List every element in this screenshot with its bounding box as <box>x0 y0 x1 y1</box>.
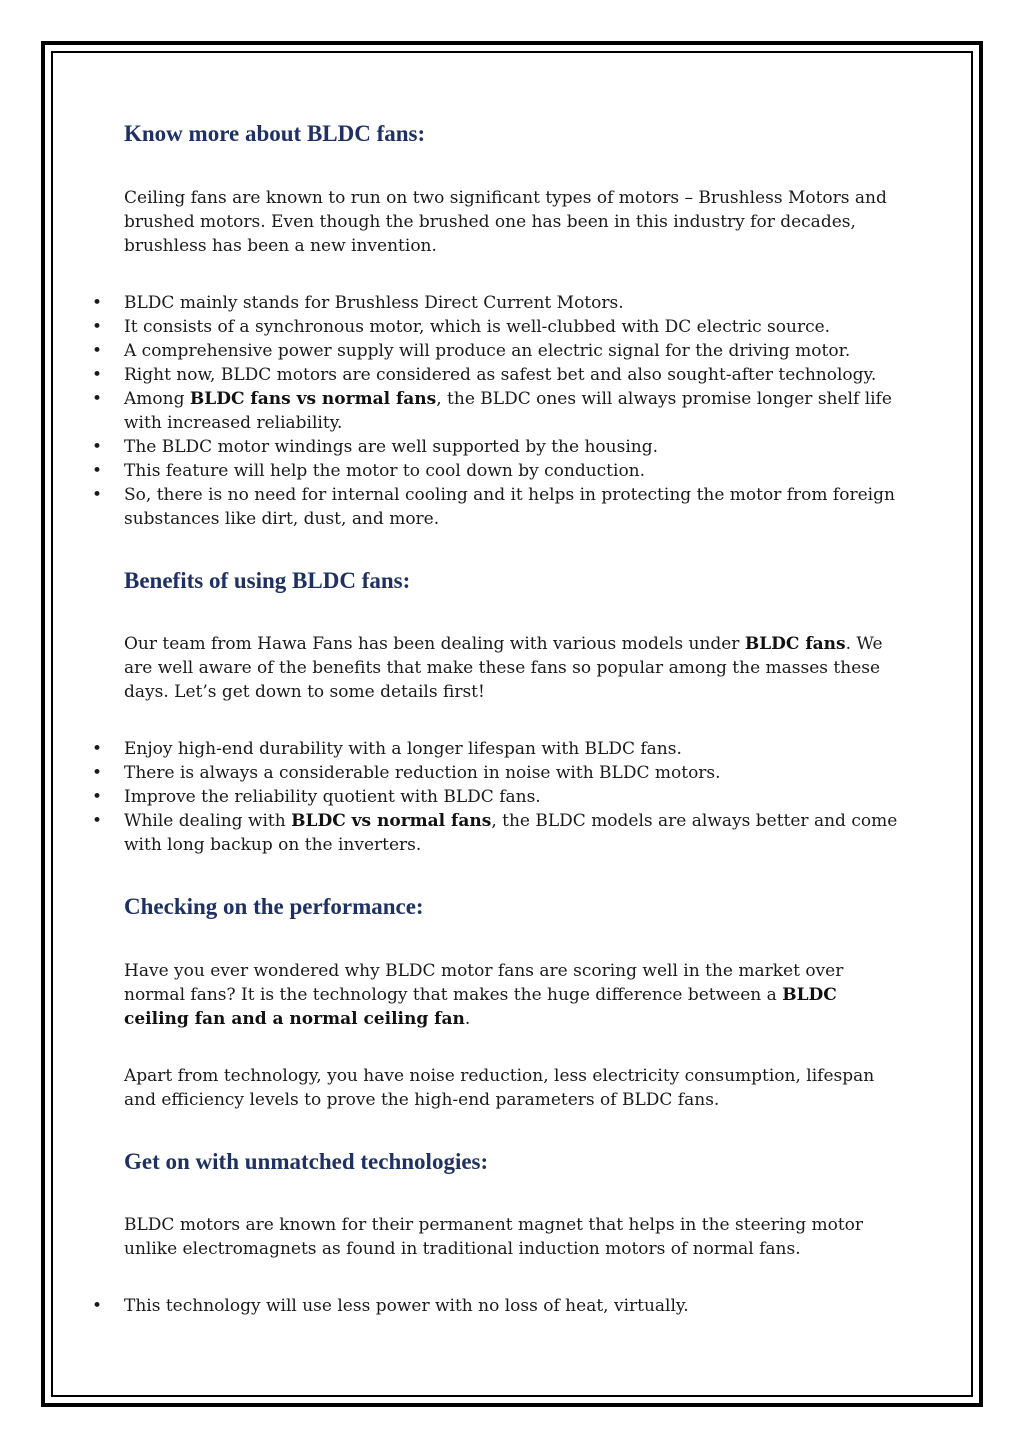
bold-text: BLDC fans vs normal fans <box>189 388 437 409</box>
intro-paragraph: Ceiling fans are known to run on two significant types of motors – Brushless Motors and brushed motors. Even though the brushed one has been in this industry for decades, brushless has been a new invention. <box>124 187 887 256</box>
list-item: • This feature will help the motor to cool down by conduction. <box>124 459 904 483</box>
bldc-facts-list <box>124 291 904 531</box>
list-item: • It consists of a synchronous motor, which is well-clubbed with DC electric source. <box>124 315 904 339</box>
text: , the BLDC models are always better and come with long backup on the inverters. <box>124 811 898 856</box>
list-item: • The BLDC motor windings are well supported by the housing. <box>124 435 904 459</box>
list-item: • BLDC mainly stands for Brushless Direct Current Motors. <box>124 291 904 315</box>
magnet-paragraph: BLDC motors are known for their permanent magnet that helps in the steering motor unlike electromagnets as found in traditional induction motors of normal fans. <box>124 1215 864 1260</box>
text: . <box>464 1008 471 1029</box>
text: Have you ever wondered why BLDC motor fans are scoring well in the market over normal fans? It is the technology that makes the huge difference between a <box>124 960 844 1005</box>
list-item: • A comprehensive power supply will produce an electric signal for the driving motor. <box>124 339 904 363</box>
performance-paragraph <box>124 959 904 1031</box>
text: While dealing with <box>124 811 292 832</box>
list-item: • Right now, BLDC motors are considered as safest bet and also sought-after technology. <box>124 363 904 387</box>
text: Among <box>124 388 190 409</box>
heading-benefits: Benefits of using BLDC fans: <box>124 567 411 593</box>
text: . We are well aware of the benefits that make these fans so popular among the masses these days. Let’s get down to some details first! <box>124 634 883 703</box>
bold-text: BLDC vs normal fans <box>291 811 492 832</box>
heading-performance: Checking on the performance: <box>124 894 424 920</box>
list-item: • Improve the reliability quotient with BLDC fans. <box>124 785 904 809</box>
list-item <box>124 809 904 857</box>
list-item: • There is always a considerable reduction in noise with BLDC motors. <box>124 761 904 785</box>
bold-text: BLDC ceiling fan and a normal ceiling fan <box>124 984 837 1029</box>
list-item <box>124 387 904 435</box>
document-body <box>124 120 904 1318</box>
heading-know-more: Know more about BLDC fans: <box>124 121 426 146</box>
technology-paragraph: Apart from technology, you have noise reduction, less electricity consumption, lifespan and efficiency levels to prove the high-end parameters of BLDC fans. <box>124 1065 875 1110</box>
benefits-paragraph <box>124 632 904 704</box>
list-item: • So, there is no need for internal cooling and it helps in protecting the motor from foreign substances like dirt, dust, and more. <box>124 483 904 531</box>
list-item: • This technology will use less power with no loss of heat, virtually. <box>124 1294 904 1318</box>
list-item: • Enjoy high-end durability with a longer lifespan with BLDC fans. <box>124 737 904 761</box>
heading-technologies: Get on with unmatched technologies: <box>124 1148 489 1174</box>
text: Our team from Hawa Fans has been dealing with various models under <box>124 634 745 655</box>
technology-list <box>124 1294 904 1318</box>
bold-text: BLDC fans <box>744 634 846 655</box>
benefits-list <box>124 737 904 857</box>
text: , the BLDC ones will always promise longer shelf life with increased reliability. <box>124 388 892 433</box>
